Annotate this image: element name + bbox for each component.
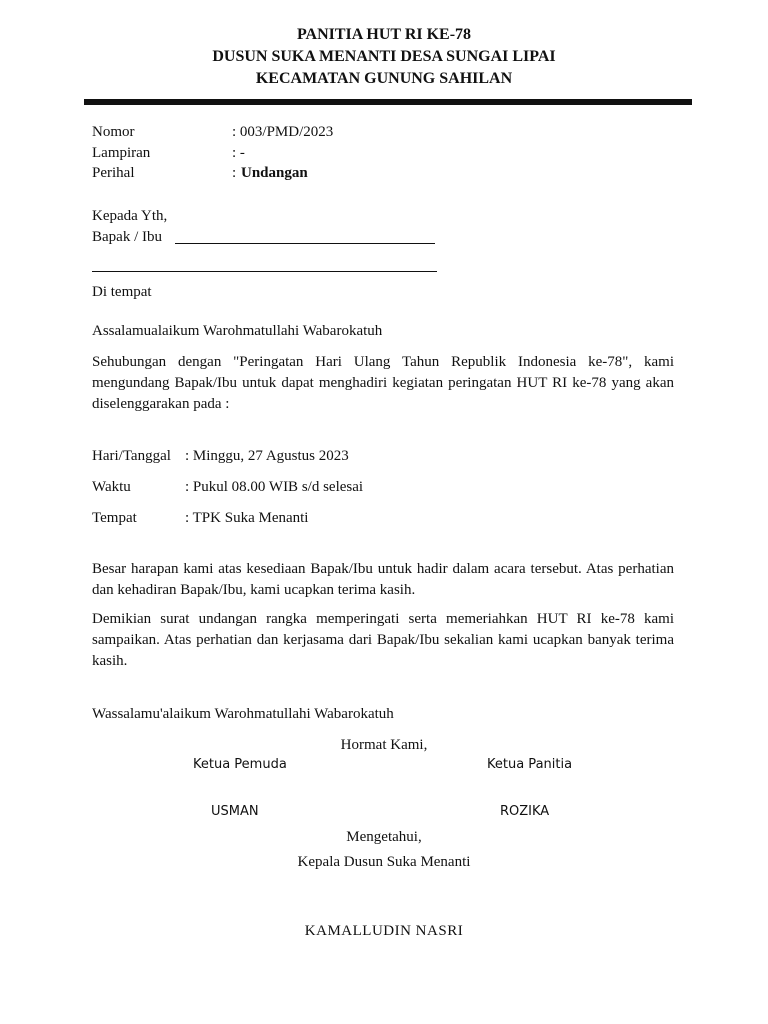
lampiran-value: : -: [232, 145, 245, 161]
nomor-value: : 003/PMD/2023: [232, 124, 334, 140]
bapak-ibu-label: Bapak / Ibu: [92, 229, 162, 245]
ketua-pemuda-name: USMAN: [211, 804, 259, 819]
waktu-value: : Pukul 08.00 WIB s/d selesai: [185, 479, 364, 495]
recipient-name-line: [175, 243, 435, 244]
demikian-paragraph: Demikian surat undangan rangka memperingati serta memeriahkan HUT RI ke-78 kami sampaikan. Atas perhatian dan kerjasama dari Bapak/Ibu sekalian kami ucapkan banyak terima kasih.: [92, 611, 674, 669]
ketua-panitia-name: ROZIKA: [500, 804, 550, 819]
perihal-colon: :: [232, 165, 237, 181]
tempat-label: Tempat: [92, 510, 137, 526]
kepala-dusun-name: KAMALLUDIN NASRI: [304, 923, 464, 939]
letterhead-rule: [84, 99, 692, 105]
recipient-address-line: [92, 271, 437, 272]
ketua-panitia-title: Ketua Panitia: [487, 757, 573, 772]
perihal-value: Undangan: [241, 165, 308, 181]
mengetahui: Mengetahui,: [346, 829, 422, 845]
harapan-paragraph: Besar harapan kami atas kesediaan Bapak/Ibu untuk hadir dalam acara tersebut. Atas perhatian dan kehadiran Bapak/Ibu, kami ucapkan terima kasih.: [92, 561, 674, 598]
intro-paragraph: Sehubungan dengan "Peringatan Hari Ulang Tahun Republik Indonesia ke-78", kami mengundang Bapak/Ibu untuk dapat menghadiri kegiatan peringatan HUT RI ke-78 yang akan diselenggarakan pada :: [92, 354, 674, 412]
kepada-yth: Kepada Yth,: [92, 208, 168, 224]
letterhead-line2: DUSUN SUKA MENANTI DESA SUNGAI LIPAI: [212, 48, 556, 65]
greeting: Assalamualaikum Warohmatullahi Wabarokatuh: [92, 323, 383, 339]
ketua-pemuda-title: Ketua Pemuda: [193, 757, 287, 772]
hari-label: Hari/Tanggal: [92, 448, 171, 464]
letterhead-line3: KECAMATAN GUNUNG SAHILAN: [255, 70, 513, 87]
lampiran-label: Lampiran: [92, 145, 151, 161]
perihal-label: Perihal: [92, 165, 135, 181]
letterhead-line1: PANITIA HUT RI KE-78: [296, 26, 472, 43]
waktu-label: Waktu: [92, 479, 131, 495]
letterhead: [0, 24, 768, 90]
closing-greeting: Wassalamu'alaikum Warohmatullahi Wabarokatuh: [92, 706, 394, 722]
tempat-value: : TPK Suka Menanti: [185, 510, 309, 526]
hormat-kami: Hormat Kami,: [340, 737, 428, 753]
nomor-label: Nomor: [92, 124, 135, 140]
hari-value: : Minggu, 27 Agustus 2023: [185, 448, 349, 464]
di-tempat: Di tempat: [92, 284, 152, 300]
kepala-dusun-title: Kepala Dusun Suka Menanti: [297, 854, 471, 870]
